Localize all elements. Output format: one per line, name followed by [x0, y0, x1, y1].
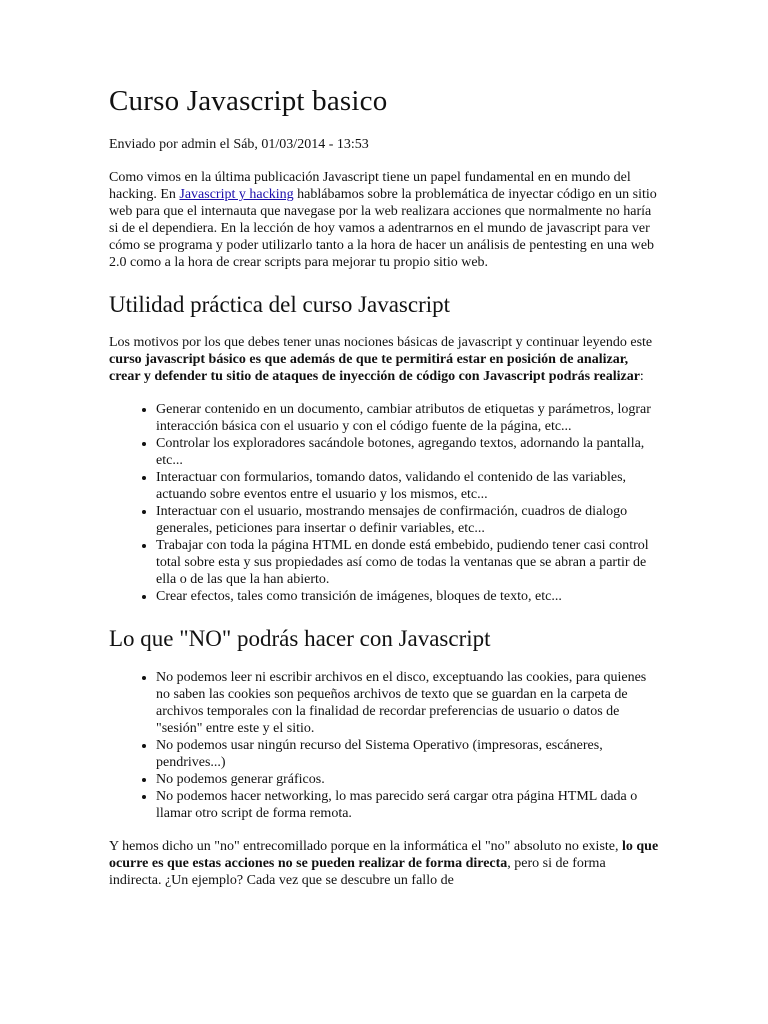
list-item: • Generar contenido en un documento, cambiar atributos de etiquetas y parámetros, lograr interacción básica con el usuario y con el código fuente de la página, etc...	[156, 401, 659, 435]
utilidad-paragraph	[109, 334, 659, 385]
intro-text-after: hablábamos sobre la problemática de inyectar código en un sitio web para que el internauta que navegase por la web realizara acciones que normalmente no haría si de el dependiera. En la lección de hoy vamos a adentrarnos en el mundo de javascript para ver cómo se programa y poder utilizarlo tanto a la hora de hacer un análisis de pentesting en una web 2.0 como a la hora de crear scripts para mejorar tu propio sitio web.	[109, 186, 657, 270]
post-meta: Enviado por admin el Sáb, 01/03/2014 - 13:53	[109, 136, 369, 152]
section-heading-utilidad: Utilidad práctica del curso Javascript	[109, 291, 451, 317]
utilidad-text-bold: curso javascript básico es que además de que te permitirá estar en posición de analizar, crear y defender tu sitio de ataques de inyección de código con Javascript podrás realizar	[109, 352, 640, 385]
article-content	[109, 84, 659, 905]
list-item: • Trabajar con toda la página HTML en donde está embebido, pudiendo tener casi control total sobre esta y sus propiedades así como de todas la ventanas que se abran a partir de ella o de las que la han abierto.	[156, 537, 659, 588]
list-item: • Interactuar con el usuario, mostrando mensajes de confirmación, cuadros de dialogo generales, peticiones para insertar o definir variables, etc...	[156, 503, 659, 537]
closing-paragraph	[109, 838, 659, 889]
section-heading-no-podras: Lo que "NO" podrás hacer con Javascript	[109, 626, 491, 652]
utilidad-text-before: Los motivos por los que debes tener unas nociones básicas de javascript y continuar leyendo este	[109, 335, 653, 351]
list-item: • Controlar los exploradores sacándole botones, agregando textos, adornando la pantalla, etc...	[156, 435, 659, 469]
page-title: Curso Javascript basico	[109, 85, 388, 117]
closing-text-after: , pero si de forma indirecta. ¿Un ejemplo? Cada vez que se descubre un fallo de	[109, 855, 606, 888]
list-item: • No podemos usar ningún recurso del Sistema Operativo (impresoras, escáneres, pendrives...)	[156, 737, 659, 771]
intro-paragraph	[109, 169, 659, 271]
closing-text-bold: lo que ocurre es que estas acciones no se pueden realizar de forma directa	[109, 838, 659, 871]
no-podras-list	[109, 669, 659, 822]
list-item: • Interactuar con formularios, tomando datos, validando el contenido de las variables, actuando sobre eventos entre el usuario y los mismos, etc...	[156, 469, 659, 503]
utilidad-list	[109, 401, 659, 605]
utilidad-text-after: :	[639, 369, 644, 385]
javascript-hacking-link[interactable]: Javascript y hacking	[179, 186, 294, 202]
list-item: • No podemos hacer networking, lo mas parecido será cargar otra página HTML dada o llamar otro script de forma remota.	[156, 788, 659, 822]
closing-text-before: Y hemos dicho un "no" entrecomillado porque en la informática el "no" absoluto no existe,	[109, 838, 622, 854]
list-item: • No podemos generar gráficos.	[156, 771, 659, 788]
list-item: • No podemos leer ni escribir archivos en el disco, exceptuando las cookies, para quienes no saben las cookies son pequeños archivos de texto que se guardan en la carpeta de archivos temporales con la finalidad de recordar preferencias de usuario o datos de "sesión" entre este y el sitio.	[156, 669, 659, 737]
intro-text-before: Como vimos en la última publicación Javascript tiene un papel fundamental en en mundo del hacking. En	[109, 169, 631, 202]
list-item: • Crear efectos, tales como transición de imágenes, bloques de texto, etc...	[156, 588, 659, 605]
